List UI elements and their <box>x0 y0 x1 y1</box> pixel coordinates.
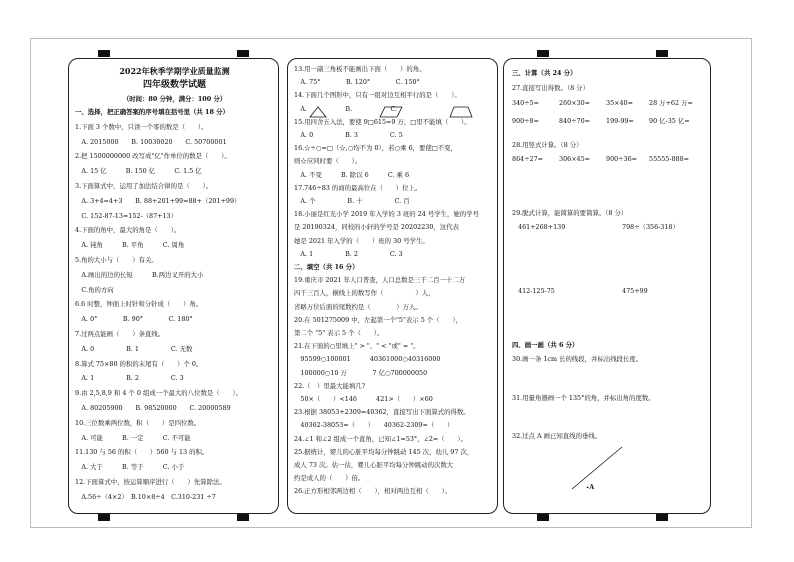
col1-line: C.角的方向 <box>75 285 114 294</box>
col1-line: A. 钝角 B. 平角 C. 周角 <box>75 241 185 250</box>
col2-line: 100000○10 万 7 亿○700000050 <box>294 368 428 377</box>
exam-title: 2022年秋季学期学业质量监测 <box>119 66 230 76</box>
question-29: 29.脱式计算，能简算的要简算。（8 分） <box>512 209 628 217</box>
col2-line: 95599○100001 40361000○40316000 <box>294 355 441 364</box>
registration-mark <box>537 50 549 57</box>
column-left <box>68 58 279 514</box>
step-calc-d: 475+99 <box>622 287 648 295</box>
parallelogram-shape <box>380 107 402 117</box>
q14-shapes <box>300 106 500 119</box>
col2-line: 她是 2021 年入学的（ ）班的 30 号学生。 <box>294 236 429 245</box>
col2-line: 26.正方形相邻两边相（ ），相对两边互相（ ）。 <box>294 487 452 496</box>
question-31: 31.用量角器画一个 135°的角，并标出角的度数。 <box>512 394 655 402</box>
calc-row-1-a: 340÷5= <box>512 99 539 107</box>
col2-line: 15.用四舍五入法，要使 9□615≈9 万，□里不能填（ ）。 <box>294 117 471 126</box>
calc-row-2-c: 199-99= <box>606 117 634 125</box>
registration-mark <box>98 50 110 57</box>
col2-line: 19.重庆市 2021 年人口普查，人口总数是三千二百一十二万 <box>294 276 466 285</box>
point-a-dot: • <box>586 485 590 491</box>
col2-line: 则☆应同时要（ ）。 <box>294 157 362 166</box>
col2-line: A. 75° B. 120° C. 150° <box>294 78 420 87</box>
exam-meta: （时间：80 分钟，满分：100 分） <box>122 95 227 103</box>
col1-line: 一、选择，把正确答案的序号填在括号里（共 18 分） <box>75 108 229 116</box>
point-a-label <box>586 483 594 492</box>
calc-row-1-c: 35×40= <box>606 99 633 107</box>
col1-line: 2.把 1500000000 改写成"亿"作单位的数是（ ）。 <box>75 152 231 161</box>
col2-line: A. 0 B. 3 C. 5 <box>294 131 403 139</box>
col2-line: 40362-38053=（ ） 40362-2309=（ ） <box>294 421 454 430</box>
col1-line: 8.算式 75×80 的积的末尾有（ ）个 0。 <box>75 359 203 368</box>
question-32: 32.过点 A 画已知直线的垂线。 <box>512 432 602 440</box>
col1-line: 5.角的大小与（ ）有关。 <box>75 256 158 264</box>
trapezoid-shape <box>450 107 472 117</box>
col2-line: 23.根据 38053+2309=40362，直接写出下面算式的得数。 <box>294 408 470 417</box>
vertical-calc-a: 864÷27= <box>512 155 544 163</box>
col2-line: A. 不变 B. 除以 6 C. 乘 6 <box>294 170 410 179</box>
col2-line: 二、填空（共 16 分） <box>294 263 359 271</box>
col1-line: 12.下面算式中，按运算顺序进行（ ）先算除法。 <box>75 478 226 486</box>
col2-line: 四千三百人，横线上的数写作（ ）人， <box>294 289 435 298</box>
col2-line: 21.在下面的○里填上" > "、" < "或" = "。 <box>294 342 420 351</box>
section-4-heading: 四、画一画（共 6 分） <box>512 341 579 349</box>
step-calc-a: 461+268+139 <box>518 223 566 231</box>
col2-line: 17.746÷83 的商的最高位在（ ）位上。 <box>294 183 422 192</box>
question-27: 27.直接写出得数。（8 分） <box>512 84 589 92</box>
column-right <box>503 58 711 514</box>
col2-line: 16.☆÷○=□（☆,○均不为 0），若○乘 6，要使□不变， <box>294 144 457 153</box>
col1-line: 1.下面 3 个数中，只读一个零的数是（ ）。 <box>75 122 208 131</box>
calc-row-1-d: 28 万+62 万= <box>649 99 693 107</box>
given-line <box>564 439 644 499</box>
col1-line: A.56÷（4×2） B.10×8÷4 C.310-231 ÷7 <box>75 492 216 501</box>
registration-mark <box>98 514 110 521</box>
col2-line: 20.在 501275009 中，左起第一个"5"表示 5 个（ ）， <box>294 315 462 324</box>
col1-line: 3.下面算式中，运用了加法结合律的是（ ）。 <box>75 182 213 190</box>
col2-line: 13.用一副三角板不能画出下面（ ）的角。 <box>294 65 426 73</box>
registration-mark <box>537 514 549 521</box>
col1-line: A. 2015000 B. 10030020 C. 50700001 <box>75 137 227 146</box>
calc-row-2-a: 900÷8= <box>512 117 539 125</box>
col1-line: 10.三位数乘两位数，积（ ）是四位数。 <box>75 418 201 427</box>
col1-line: 9.由 2,5,8,9 和 4 个 0 组成一个最大的八位数是（ ）。 <box>75 389 242 398</box>
calc-row-2-b: 840÷70= <box>559 117 591 125</box>
calc-row-2-d: 90 亿-35 亿= <box>649 117 690 125</box>
given-line-segment <box>572 447 622 489</box>
calc-row-1-b: 260×30= <box>559 99 591 107</box>
vertical-calc-d: 55555-888= <box>649 155 690 163</box>
col2-line: 22.（ ）里最大能填几? <box>294 381 366 390</box>
column-middle <box>287 58 498 514</box>
col1-line: 11.130 与 56 的积（ ）560 与 13 的积。 <box>75 448 209 457</box>
col1-line: A. 3+4=4+3 B. 88+201+99=88+（201+99） <box>75 196 241 205</box>
question-30: 30.画一条 1cm 长的线段，并标出线段长度。 <box>512 355 643 363</box>
registration-mark <box>237 50 249 57</box>
col1-line: A. 0 B. 1 C. 无数 <box>75 344 193 353</box>
col1-line: A. 可能 B. 一定 C. 不可能 <box>75 433 191 442</box>
col2-line: 成人 73 次。估一估，婴儿心脏平均每分钟跳动的次数大 <box>294 461 454 469</box>
col1-line: A. 80205900 B. 98520000 C. 20000589 <box>75 404 231 412</box>
registration-mark <box>237 514 249 521</box>
col2-line: 约是成人的（ ）倍。 <box>294 474 365 483</box>
step-calc-b: 798÷（356-318） <box>622 223 679 231</box>
col2-line: 14.下面几个图形中，只有一组对边互相平行的是（ ）。 <box>294 91 461 100</box>
vertical-calc-c: 900÷36= <box>606 155 638 163</box>
col1-line: A. 大于 B. 等于 C. 小于 <box>75 463 185 472</box>
point-a-text: A <box>589 483 595 491</box>
registration-mark <box>656 514 668 521</box>
registration-mark <box>656 50 668 57</box>
col2-line: 25.据统计，婴儿的心脏平均每分钟跳动 145 次，幼儿 97 次， <box>294 447 474 456</box>
triangle-shape <box>310 107 326 117</box>
section-3-heading: 三、计算（共 24 分） <box>512 69 577 77</box>
col2-line: 50×（ ）<146 421>（ ）×60 <box>294 395 433 403</box>
col1-line: A. 15 亿 B. 150 亿 C. 1.5 亿 <box>75 167 202 176</box>
vertical-calc-b: 306×45= <box>559 155 591 163</box>
step-calc-c: 412-125-75 <box>518 287 555 295</box>
col2-line: 18.小丽是红光小学 2019 年入学的 3 班的 24 号学生，她的学号 <box>294 210 480 219</box>
col2-line: 是 20190324，同校的小轩的学号是 20202230，这代表 <box>294 223 459 232</box>
col1-line: A. 1 B. 2 C. 3 <box>75 374 184 383</box>
col1-line: 4.下面的角中，最大的角是（ ）。 <box>75 226 181 235</box>
col1-line: 6.6 时整，钟面上时针和分针成（ ）角。 <box>75 300 203 309</box>
col2-line: A. B. C. <box>294 104 398 113</box>
col2-line: 24.∠1 和∠2 组成一个直角，已知∠1=53°，∠2=（ ）。 <box>294 434 467 443</box>
col2-line: 省略万位后面的尾数约是（ ）万人。 <box>294 302 422 311</box>
col1-line: 7.过两点能画（ ）条直线。 <box>75 330 165 338</box>
col2-line: A. 个 B. 十 C. 百 <box>294 197 410 205</box>
col2-line: A. 1 B. 2 C. 3 <box>294 249 403 258</box>
question-28: 28.用竖式计算。（8 分） <box>512 141 583 149</box>
exam-subtitle: 四年级数学试题 <box>142 80 206 90</box>
col1-line: A. 0° B. 90° C. 180° <box>75 315 193 324</box>
col1-line: C. 152-87-13=152-（87+13） <box>75 211 178 220</box>
col1-line: A.画出的边的长短 B.两边叉开的大小 <box>75 270 204 279</box>
col2-line: 第二个 "5" 表示 5 个（ ）。 <box>294 329 384 337</box>
